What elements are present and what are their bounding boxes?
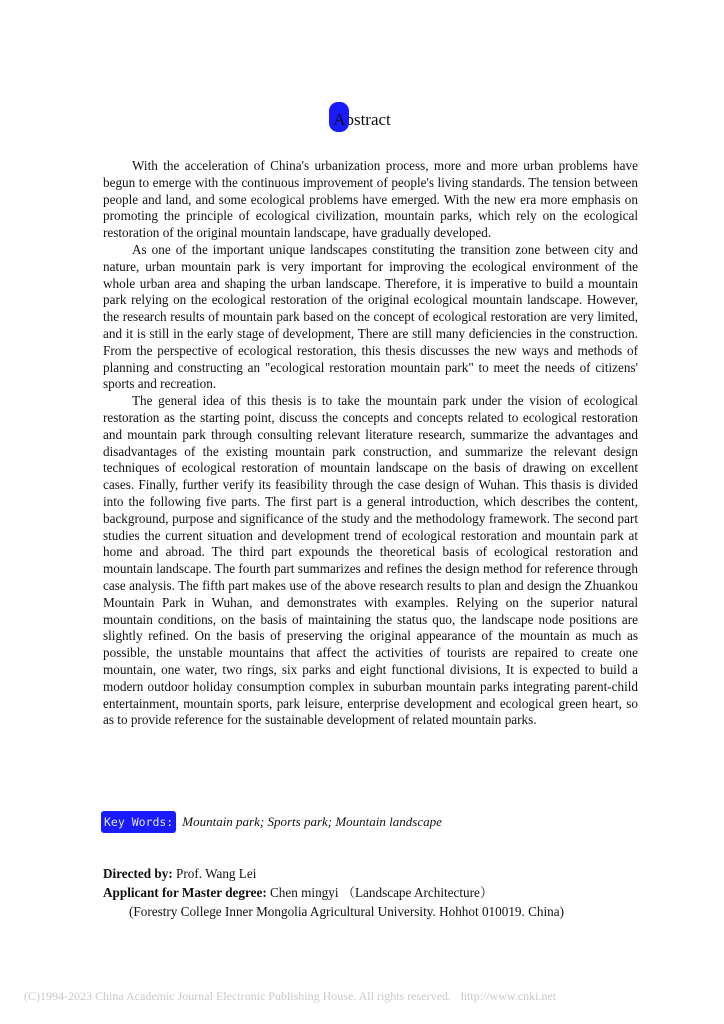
abstract-body [103,158,638,729]
keywords-line [101,812,442,832]
abstract-paragraph-2: As one of the important unique landscapes constituting the transition zone between city and nature, urban mountain park is very important for improving the ecological environment of the whole urban area and shaping the urban landscape. Therefore, it is imperative to build a mountain park relying on the ecological restoration of the original ecological mountain landscape. However, the research results of mountain park based on the concept of ecological restoration are very limited, and it is still in the early stage of development, There are still many deficiencies in the construction. From the perspective of ecological restoration, this thesis discusses the new ways and methods of planning and constructing an "ecological restoration mountain park" to meet the needs of citizens' sports and recreation. [103,241,638,392]
directed-by-value: Prof. Wang Lei [176,866,257,881]
directed-by-line [103,864,663,883]
footer-url: http://www.cnki.net [460,989,557,1003]
title-first-letter-highlight: A [333,108,345,132]
applicant-label: Applicant for Master degree: [103,885,267,900]
keywords-value: Mountain park; Sports park; Mountain landscape [182,814,442,829]
credits-block [103,864,663,921]
applicant-line [103,883,663,902]
applicant-value: Chen mingyi （Landscape Architecture） [270,885,494,900]
page-title [0,108,724,132]
affiliation-line: (Forestry College Inner Mongolia Agricultural University. Hohhot 010019. China) [129,904,564,919]
directed-by-label: Directed by: [103,866,173,881]
title-rest: bstract [345,110,391,129]
abstract-paragraph-1: With the acceleration of China's urbanization process, more and more urban problems have begun to emerge with the continuous improvement of people's living standards. The tension between people and land, and some ecological problems have emerged. With the new era more emphasis on promoting the principle of ecological civilization, mountain parks, which rely on the ecological restoration of the original mountain landscape, have gradually developed. [103,158,638,241]
abstract-paragraph-3: The general idea of this thesis is to take the mountain park under the vision of ecological restoration as the starting point, discuss the concepts and concepts related to ecological restoration and mountain park through consulting relevant literature research, summarize the advantages and disadvantages of the existing mountain park construction, and summarize the relevant design techniques of ecological restoration of mountain landscape on the basis of drawing on excellent cases. Finally, further verify its feasibility through the case design of Wuhan. This thasis is divided into the following five parts. The first part is a general introduction, which describes the content, background, purpose and significance of the study and the methodology framework. The second part studies the current situation and development trend of ecological restoration and mountain park at home and abroad. The third part expounds the theoretical basis of ecological restoration and mountain landscape. The fourth part summarizes and refines the design method for reference through case analysis. The fifth part makes use of the above research results to plan and design the Zhuankou Mountain Park in Wuhan, and demonstrates with examples. Relying on the superior natural mountain conditions, on the basis of maintaining the status quo, the landscape node positions are slightly refined. On the basis of preserving the original appearance of the mountain as much as possible, the unstable mountains that affect the activities of tourists are repaired to create one mountain, one water, two rings, six parks and eight functional divisions, It is expected to build a modern outdoor holiday consumption complex in suburban mountain parks integrating parent-child entertainment, mountain sports, park leisure, enterprise development and ecological green heart, so as to provide reference for the sustainable development of related mountain parks. [103,393,638,728]
copyright-watermark [24,988,664,1004]
copyright-text: (C)1994-2023 China Academic Journal Electronic Publishing House. All rights reserved. [24,989,451,1003]
keywords-label: Key Words: [101,811,176,833]
